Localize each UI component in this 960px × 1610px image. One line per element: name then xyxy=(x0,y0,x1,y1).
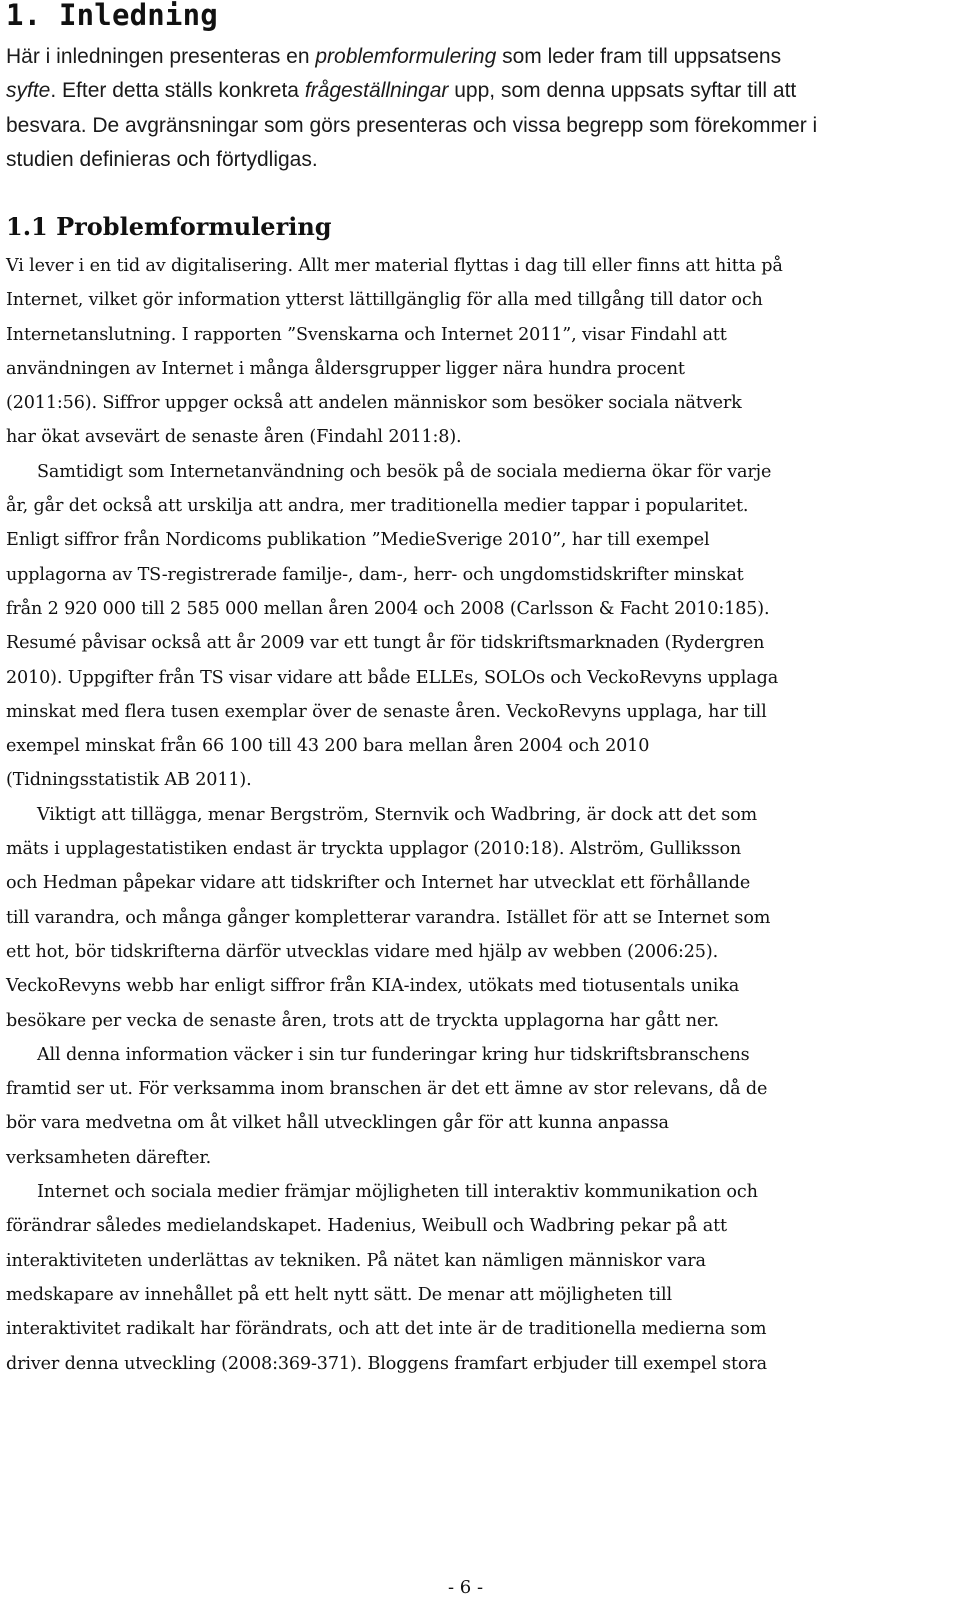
body-line: besökare per vecka de senaste åren, trots att de tryckta upplagorna har gått ner. xyxy=(6,1010,719,1031)
intro-text: Här i inledningen presenteras en xyxy=(6,45,316,68)
body-line: Internetanslutning. I rapporten ”Svenskarna och Internet 2011”, visar Findahl att xyxy=(6,324,727,345)
body-line: All denna information väcker i sin tur funderingar kring hur tidskriftsbranschens xyxy=(37,1044,750,1065)
body-line: användningen av Internet i många åldersgrupper ligger nära hundra procent xyxy=(6,358,685,379)
section-body xyxy=(6,249,936,1381)
body-line: 2010). Uppgifter från TS visar vidare att både ELLEs, SOLOs och VeckoRevyns upplaga xyxy=(6,667,779,688)
intro-emphasis: syfte xyxy=(6,79,51,103)
body-line: Resumé påvisar också att år 2009 var ett tungt år för tidskriftsmarknaden (Rydergren xyxy=(6,633,765,654)
body-line: medskapare av innehållet på ett helt nytt sätt. De menar att möjligheten till xyxy=(6,1284,672,1305)
intro-emphasis: frågeställningar xyxy=(304,79,449,103)
body-line: mäts i upplagestatistiken endast är tryckta upplagor (2010:18). Alström, Gulliksson xyxy=(6,839,742,860)
body-line: exempel minskat från 66 100 till 43 200 bara mellan åren 2004 och 2010 xyxy=(6,736,650,757)
body-line: upplagorna av TS-registrerade familje-, dam-, herr- och ungdomstidskrifter minskat xyxy=(6,564,744,585)
intro-line-1 xyxy=(6,40,936,74)
body-line: interaktivitet radikalt har förändrats, och att det inte är de traditionella medierna som xyxy=(6,1319,767,1340)
page-number: - 6 - xyxy=(448,1577,484,1598)
body-line: och Hedman påpekar vidare att tidskrifter och Internet har utvecklat ett förhållande xyxy=(6,873,751,894)
body-line: förändrar således medielandskapet. Hadenius, Weibull och Wadbring pekar på att xyxy=(6,1216,727,1237)
body-line: (Tidningsstatistik AB 2011). xyxy=(6,770,252,791)
body-line: Enligt siffror från Nordicoms publikation ”MedieSverige 2010”, har till exempel xyxy=(6,530,710,551)
body-line: framtid ser ut. För verksamma inom branschen är det ett ämne av stor relevans, då de xyxy=(6,1079,768,1100)
body-line: (2011:56). Siffror uppger också att andelen människor som besöker sociala nätverk xyxy=(6,393,742,414)
body-line: Internet och sociala medier främjar möjligheten till interaktiv kommunikation och xyxy=(37,1182,758,1203)
intro-line-3: besvara. De avgränsningar som görs presenteras och vissa begrepp som förekommer i xyxy=(6,113,818,137)
chapter-heading: 1. Inledning xyxy=(6,0,218,32)
body-line: interaktiviteten underlättas av tekniken. På nätet kan nämligen människor vara xyxy=(6,1250,706,1271)
intro-paragraph xyxy=(6,40,936,177)
body-line: år, går det också att urskilja att andra, mer traditionella medier tappar i popularitet. xyxy=(6,496,749,517)
body-line: minskat med flera tusen exemplar över de senaste åren. VeckoRevyns upplaga, har till xyxy=(6,701,767,722)
body-line: har ökat avsevärt de senaste åren (Findahl 2011:8). xyxy=(6,427,462,448)
intro-text: upp, som denna uppsats syftar till att xyxy=(448,79,797,103)
body-line: Samtidigt som Internetanvändning och besök på de sociala medierna ökar för varje xyxy=(37,461,772,482)
intro-emphasis: problemformulering xyxy=(315,45,497,68)
body-line: ett hot, bör tidskrifterna därför utvecklas vidare med hjälp av webben (2006:25). xyxy=(6,941,719,962)
section-heading: 1.1 Problemformulering xyxy=(6,212,332,241)
body-line: från 2 920 000 till 2 585 000 mellan åren 2004 och 2008 (Carlsson & Facht 2010:185). xyxy=(6,598,770,619)
body-line: verksamheten därefter. xyxy=(6,1147,212,1168)
body-line: Viktigt att tillägga, menar Bergström, Sternvik och Wadbring, är dock att det som xyxy=(37,804,758,825)
body-line: VeckoRevyns webb har enligt siffror från KIA-index, utökats med tiotusentals unika xyxy=(6,976,740,997)
body-line: till varandra, och många gånger kompletterar varandra. Istället för att se Internet som xyxy=(6,907,771,928)
intro-text: som leder fram till uppsatsens xyxy=(496,45,782,68)
body-line: driver denna utveckling (2008:369-371). Bloggens framfart erbjuder till exempel stora xyxy=(6,1353,767,1374)
intro-text: . Efter detta ställs konkreta xyxy=(50,79,305,103)
intro-line-4: studien definieras och förtydligas. xyxy=(6,147,318,171)
body-line: bör vara medvetna om åt vilket håll utvecklingen går för att kunna anpassa xyxy=(6,1113,669,1134)
body-line: Vi lever i en tid av digitalisering. Allt mer material flyttas i dag till eller finns att hitta på xyxy=(6,256,783,276)
intro-line-2 xyxy=(6,74,936,108)
body-line: Internet, vilket gör information ytterst lättillgänglig för alla med tillgång till dator och xyxy=(6,290,763,311)
